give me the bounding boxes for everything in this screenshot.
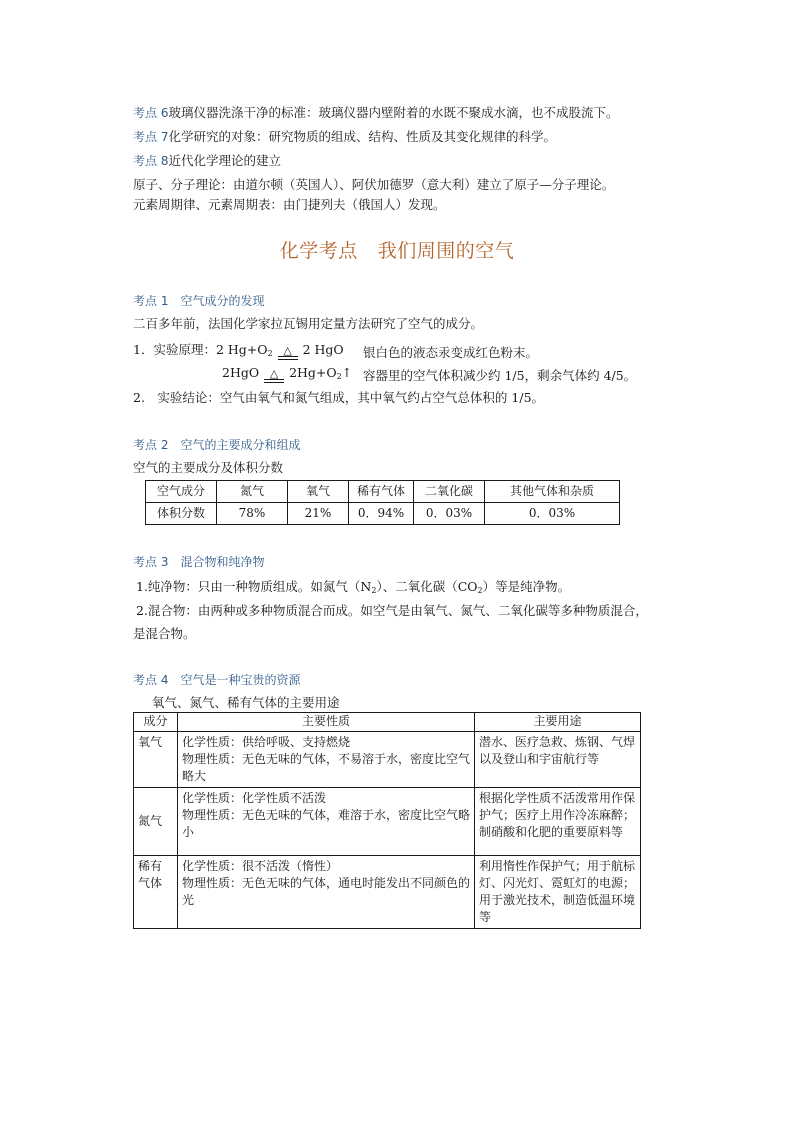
theory-line-2: 元素周期律、元素周期表：由门捷列夫（俄国人）发现。 [133, 197, 446, 212]
gas-arrow-icon: ↑ [341, 365, 353, 380]
table-cell: 21% [288, 503, 349, 525]
table-cell: 78% [217, 503, 288, 525]
kp4-caption: 氧气、氮气、稀有气体的主要用途 [152, 695, 340, 710]
point-label: 考点 8 [133, 154, 169, 168]
subscript: 2 [371, 586, 377, 595]
kp2-label: 考点 2 [133, 438, 169, 452]
table-cell: 0．03% [485, 503, 620, 525]
table-cell: 0．03% [414, 503, 485, 525]
table-row [134, 732, 641, 788]
point-text: 化学研究的对象：研究物质的组成、结构、性质及其变化规律的科学。 [168, 129, 556, 144]
physical-property: 物理性质：无色无味的气体，不易溶于水，密度比空气略大 [182, 752, 471, 783]
table-cell [178, 788, 475, 856]
equation-reactants: 1．实验原理：2 Hg+O [133, 342, 268, 357]
kp3-mixture-line-2: 是混合物。 [133, 626, 196, 641]
point-label: 考点 6 [133, 106, 169, 120]
point-label: 考点 7 [133, 130, 169, 144]
table-cell: 0．94% [349, 503, 414, 525]
table-cell: 主要性质 [178, 713, 475, 732]
table-cell [178, 732, 475, 788]
point-6 [133, 104, 618, 122]
subscript: 2 [267, 349, 273, 358]
text-segment: ）、二氧化碳（CO [376, 579, 478, 594]
chemical-property: 化学性质：很不活泼（惰性） [182, 859, 339, 873]
table-cell: 稀有气体 [349, 481, 414, 503]
section-title-part-a: 化学考点 [279, 240, 358, 262]
kp1-title: 空气成分的发现 [180, 294, 265, 308]
equation-products: 2Hg+O [289, 365, 337, 380]
table-cell: 成分 [134, 713, 178, 732]
kp3-pure-substance [136, 578, 570, 597]
heat-triangle-icon: △ [269, 367, 279, 380]
heat-equals-sign [278, 346, 298, 362]
kp1-experiment-1 [133, 341, 344, 362]
text-segment: 1.纯净物：只由一种物质组成。如氮气（N [136, 579, 372, 594]
subscript: 2 [477, 586, 483, 595]
kp1-label: 考点 1 [133, 294, 169, 308]
kp1-conclusion: 2. 实验结论：空气由氧气和氮气组成，其中氧气约占空气总体积的 1/5。 [133, 390, 545, 405]
section-title-part-b: 我们周围的空气 [377, 240, 515, 262]
point-text: 玻璃仪器洗涤干净的标准：玻璃仪器内壁附着的水既不聚成水滴，也不成股流下。 [168, 105, 619, 120]
kp1-experiment-1-note: 银白色的液态汞变成红色粉末。 [363, 345, 539, 360]
table-cell: 氮气 [217, 481, 288, 503]
gas-uses-table [133, 712, 641, 929]
subscript: 2 [336, 372, 342, 381]
table-row [146, 503, 620, 525]
kp1-intro: 二百多年前，法国化学家拉瓦锡用定量方法研究了空气的成分。 [133, 316, 484, 331]
kp1-heading [133, 293, 264, 310]
table-cell: 空气成分 [146, 481, 217, 503]
kp1-experiment-2 [222, 364, 352, 385]
air-composition-table [145, 480, 620, 525]
table-header-row [134, 713, 641, 732]
table-cell: 根据化学性质不活泼常用作保护气；医疗上用作冷冻麻醉；制硝酸和化肥的重要原料等 [475, 788, 641, 856]
section-title [0, 238, 794, 266]
point-text: 近代化学理论的建立 [168, 153, 281, 168]
point-8 [133, 152, 281, 170]
theory-line-1: 原子、分子理论：由道尔顿（英国人）、阿伏加德罗（意大利）建立了原子—分子理论。 [133, 177, 615, 192]
table-cell: 潜水、医疗急救、炼钢、气焊以及登山和宇宙航行等 [475, 732, 641, 788]
table-cell: 氧气 [134, 732, 178, 788]
physical-property: 物理性质：无色无味的气体，通电时能发出不同颜色的光 [182, 876, 471, 907]
heat-triangle-icon: △ [283, 344, 292, 357]
text-segment: ）等是纯净物。 [482, 579, 571, 594]
physical-property: 物理性质：无色无味的气体，难溶于水，密度比空气略小 [182, 808, 471, 839]
table-cell: 其他气体和杂质 [485, 481, 620, 503]
table-cell: 稀有气体 [134, 856, 178, 929]
kp2-title: 空气的主要成分和组成 [180, 438, 301, 452]
heat-equals-sign [264, 369, 284, 385]
chemical-property: 化学性质：供给呼吸、支持燃烧 [182, 735, 351, 749]
kp4-title: 空气是一种宝贵的资源 [180, 673, 301, 687]
table-cell: 二氧化碳 [414, 481, 485, 503]
equation-product: 2 HgO [302, 342, 344, 357]
point-7 [133, 128, 556, 146]
table-cell: 体积分数 [146, 503, 217, 525]
kp1-experiment-2-note: 容器里的空气体积减少约 1/5，剩余气体约 4/5。 [363, 368, 637, 383]
table-cell: 氧气 [288, 481, 349, 503]
table-cell: 氮气 [134, 788, 178, 856]
kp2-heading [133, 437, 300, 454]
kp4-heading [133, 672, 300, 689]
equation-reactant: 2HgO [222, 365, 260, 380]
kp3-label: 考点 3 [133, 555, 169, 569]
table-cell [178, 856, 475, 929]
kp3-title: 混合物和纯净物 [180, 555, 265, 569]
kp3-heading [133, 554, 264, 571]
table-row [134, 788, 641, 856]
table-header-row [146, 481, 620, 503]
kp2-caption: 空气的主要成分及体积分数 [133, 460, 284, 475]
kp4-label: 考点 4 [133, 673, 169, 687]
table-cell: 主要用途 [475, 713, 641, 732]
chemical-property: 化学性质：化学性质不活泼 [182, 791, 327, 805]
kp3-mixture-line-1: 2.混合物：由两种或多种物质混合而成。如空气是由氧气、氮气、二氧化碳等多种物质混合， [136, 603, 648, 618]
table-row [134, 856, 641, 929]
table-cell: 利用惰性作保护气；用于航标灯、闪光灯、霓虹灯的电源；用于激光技术，制造低温环境等 [475, 856, 641, 929]
